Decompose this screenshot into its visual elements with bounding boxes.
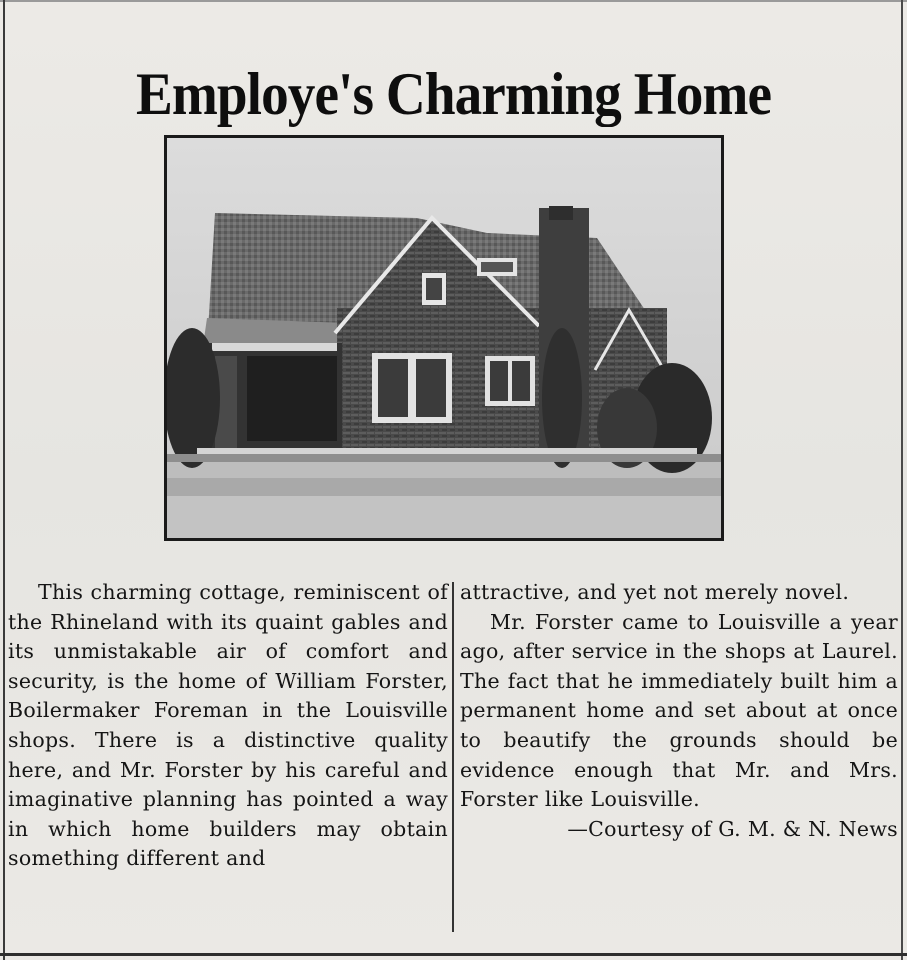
bottom-rule [0, 953, 907, 956]
article-column-left [8, 578, 448, 874]
body-paragraph-1: This charming cottage, reminiscent of the Rhineland with its quaint gables and its unmistakable air of comfort and security, is the home of William Forster, Boilermaker Foreman in the Louisville shops. There is a distinctive quality here, and Mr. Forster by his careful and imaginative planning has pointed a way in which home builders may obtain something different and [8, 580, 448, 871]
cottage-illustration [167, 138, 721, 538]
article-column-right [460, 578, 898, 844]
top-border [0, 0, 907, 2]
photo-credit: —Courtesy of G. M. & N. News [567, 816, 898, 841]
body-paragraph-2: Mr. Forster came to Louisville a year ago, after service in the shops at Laurel. The fact that he immediately built him a permanent home and set about at once to beautify the grounds should be evidence enough that Mr. and Mrs. Forster like Louisville. [460, 609, 898, 812]
house-photo [164, 135, 724, 541]
right-column-rule [901, 0, 903, 960]
left-column-rule [3, 0, 5, 960]
body-paragraph-1-continued: attractive, and yet not merely novel. [460, 580, 850, 604]
column-divider [452, 582, 454, 932]
article-headline: Employe's Charming Home [135, 61, 772, 128]
